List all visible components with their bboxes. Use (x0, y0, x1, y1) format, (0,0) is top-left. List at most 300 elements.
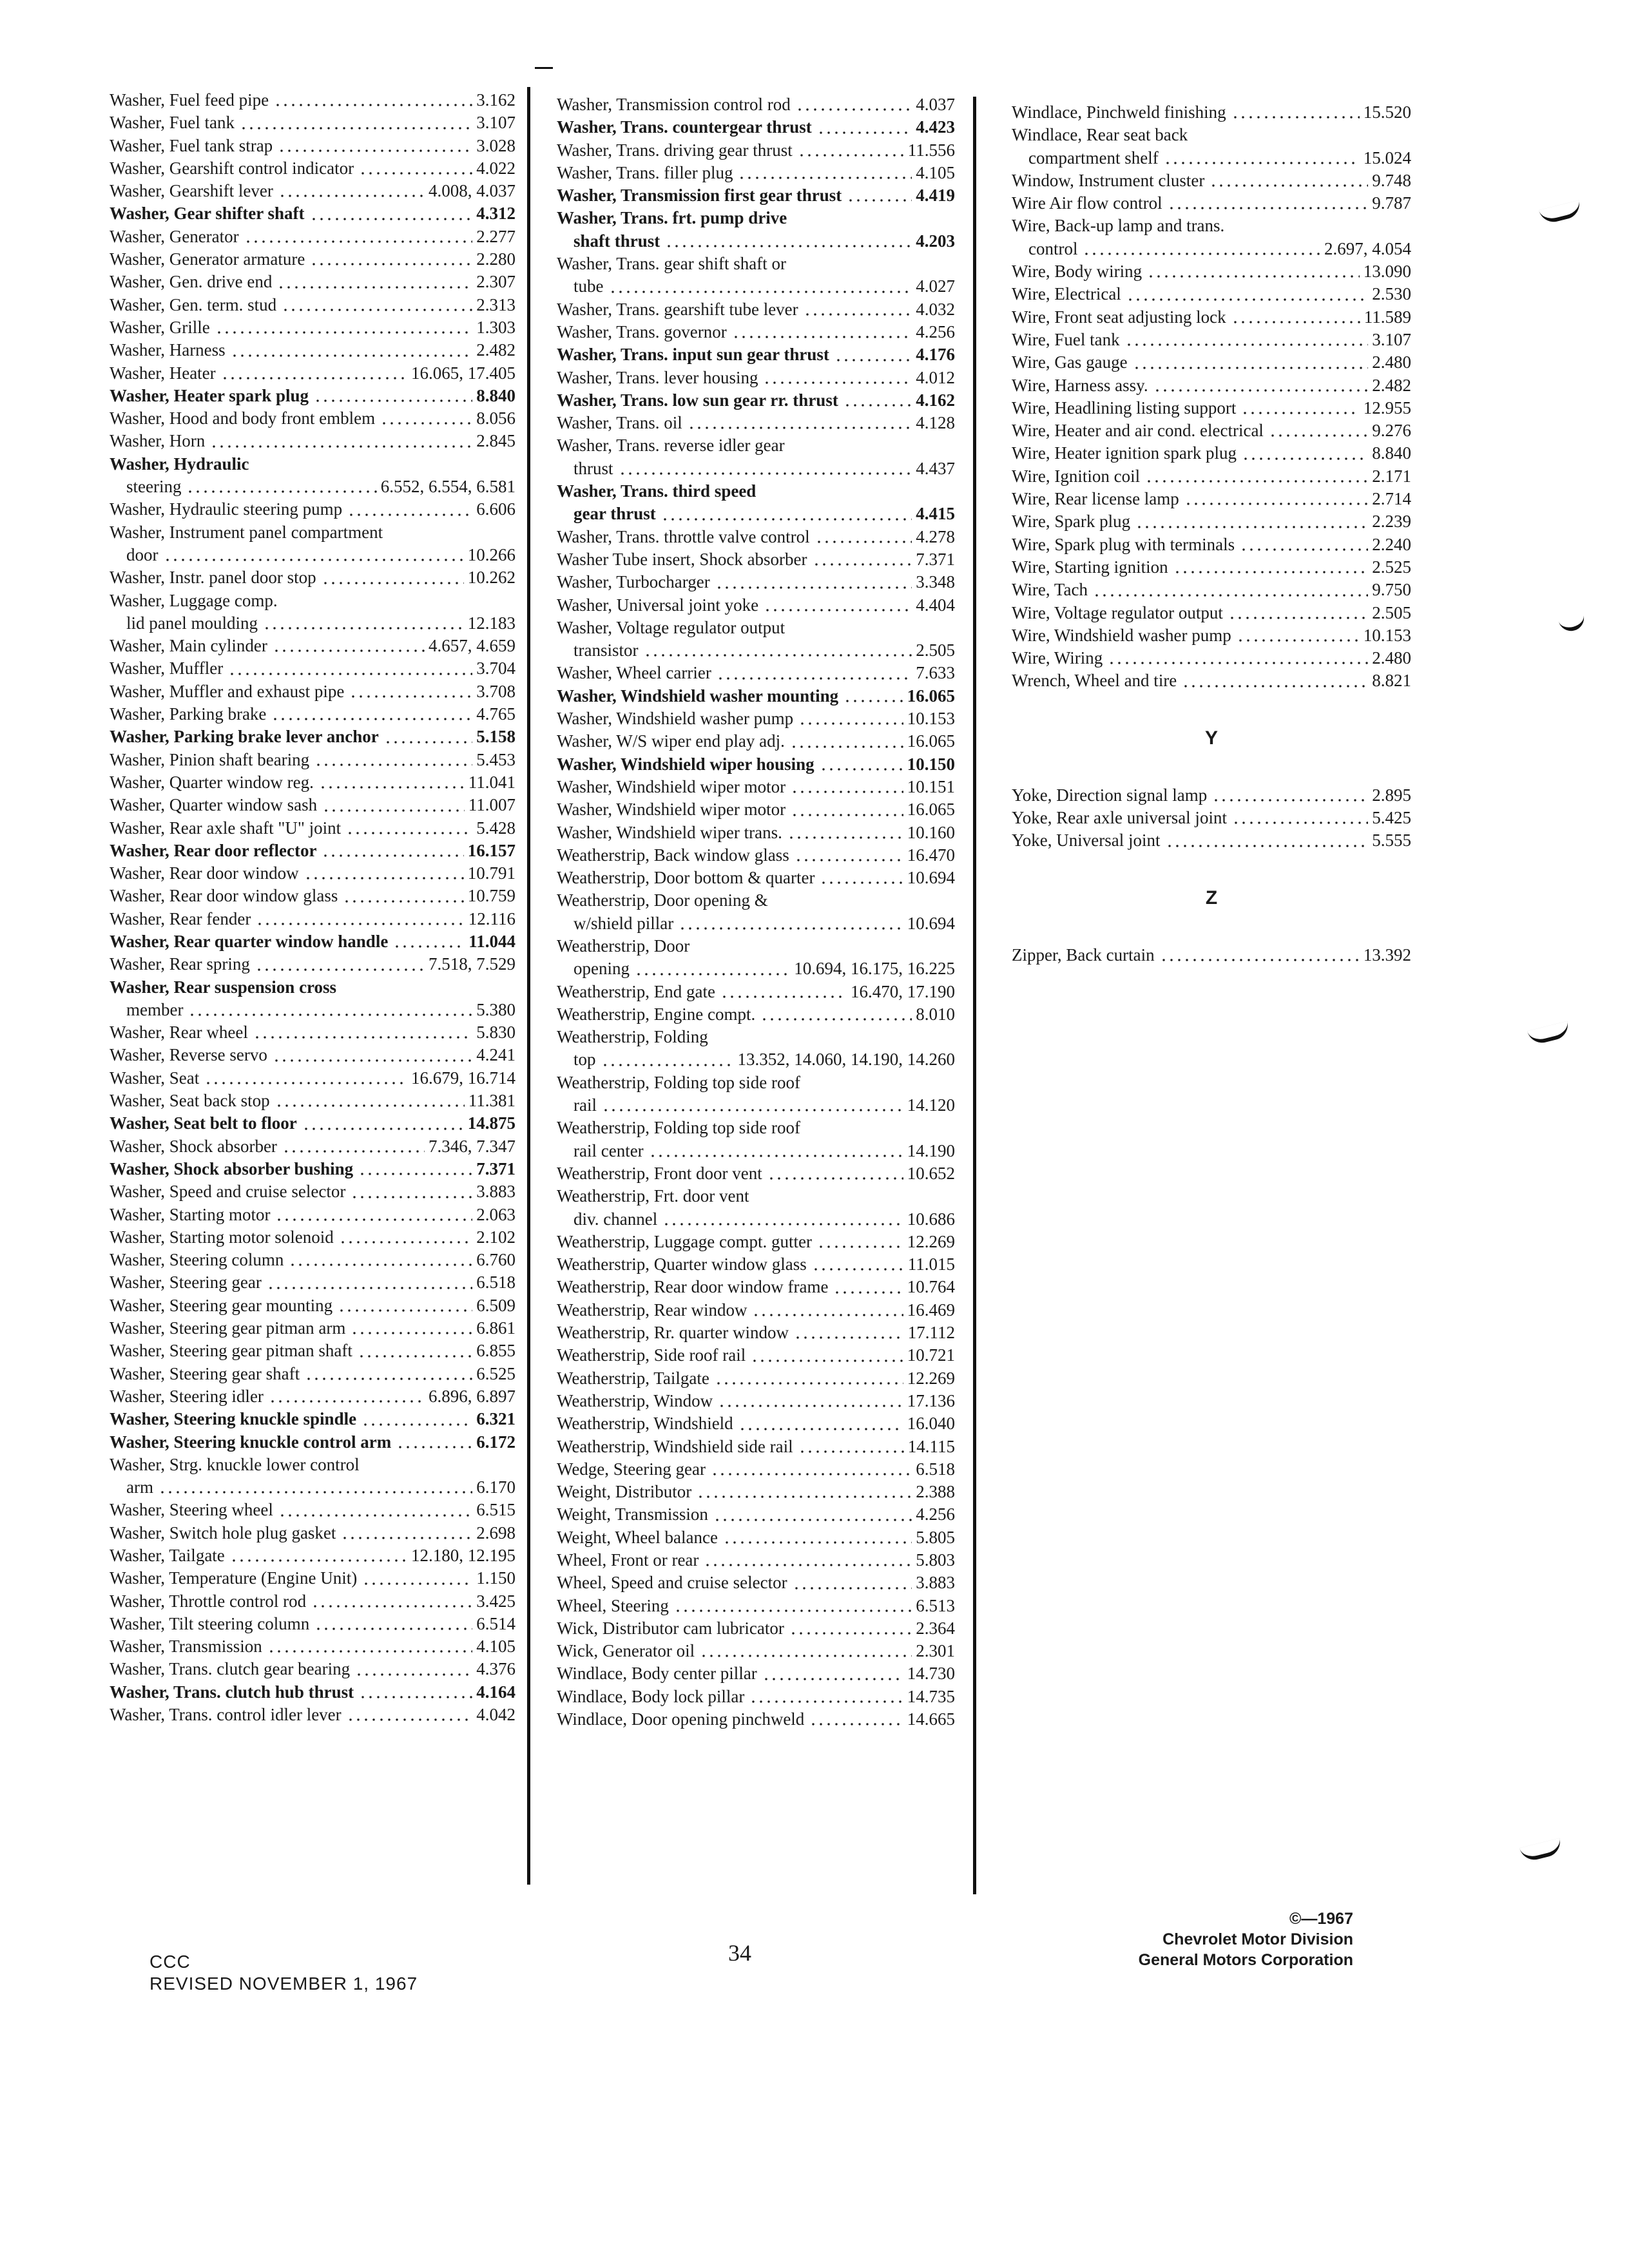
dot-leader (271, 717, 472, 721)
entry-page-reference: 7.633 (916, 663, 955, 683)
dot-leader (322, 809, 465, 812)
index-entry (110, 680, 516, 703)
entry-page-reference: 2.063 (476, 1204, 516, 1224)
entry-label: Washer, Transmission (110, 1637, 262, 1657)
index-entry (557, 1412, 955, 1435)
dot-leader (619, 472, 912, 476)
index-entry (557, 367, 955, 389)
entry-label: Washer, Fuel feed pipe (110, 90, 269, 110)
dot-leader (274, 103, 472, 107)
entry-label: Wire, Electrical (1012, 284, 1121, 304)
entry-label: Weight, Wheel balance (557, 1527, 718, 1547)
entry-page-reference: 8.056 (476, 408, 516, 428)
entry-label: rail (574, 1095, 597, 1115)
entry-label: door (126, 544, 159, 564)
index-entry (110, 1658, 516, 1680)
entry-page-reference: 4.419 (916, 186, 955, 206)
index-entry (110, 1067, 516, 1090)
entry-page-reference: 6.552, 6.554, 6.581 (380, 477, 516, 497)
dot-leader (1145, 479, 1368, 483)
entry-label: Wheel, Front or rear (557, 1550, 699, 1570)
entry-label: Washer, Rear suspension cross (110, 977, 337, 997)
entry-label: Washer, Tailgate (110, 1546, 225, 1565)
index-entry (110, 89, 516, 111)
entry-label: Washer, Steering gear shaft (110, 1363, 300, 1383)
index-entry (1012, 124, 1411, 146)
entry-label: Washer, Switch hole plug gasket (110, 1523, 336, 1542)
dot-leader (791, 813, 903, 817)
dot-leader (762, 1677, 903, 1681)
entry-label: arm (126, 1477, 153, 1497)
entry-page-reference: 4.256 (916, 1504, 955, 1524)
dot-leader (351, 1195, 472, 1199)
dot-leader (339, 1240, 473, 1244)
index-entry (557, 1026, 955, 1048)
entry-label: Washer, Turbocharger (557, 572, 710, 592)
entry-label: Washer, Generator (110, 226, 239, 246)
entry-page-reference: 14.875 (467, 1113, 516, 1133)
index-entry (110, 407, 516, 430)
dot-leader (186, 490, 376, 494)
entry-label: Washer, Hydraulic steering pump (110, 499, 343, 519)
entry-page-reference: 11.044 (468, 931, 516, 951)
entry-label: Weatherstrip, Door (557, 936, 690, 956)
index-entry (110, 1590, 516, 1613)
entry-page-reference: 3.028 (476, 135, 516, 155)
index-entry (557, 1549, 955, 1571)
index-entry (557, 889, 955, 912)
index-entry (557, 412, 955, 434)
entry-label: steering (126, 477, 182, 497)
entry-label: Washer, Quarter window sash (110, 795, 318, 815)
index-entry (1012, 397, 1411, 419)
entry-page-reference: 6.513 (916, 1595, 955, 1615)
entry-label: Washer, Instr. panel door stop (110, 568, 316, 588)
dot-leader (791, 790, 903, 794)
entry-page-reference: 13.392 (1363, 945, 1411, 965)
entry-page-reference: 4.012 (916, 367, 955, 387)
dot-leader (751, 1359, 903, 1363)
entry-page-reference: 11.015 (907, 1254, 955, 1274)
dot-leader (649, 1154, 903, 1158)
index-entry (110, 1317, 516, 1340)
dot-leader (393, 945, 465, 948)
entry-label: Washer Tube insert, Shock absorber (557, 549, 807, 569)
entry-page-reference: 8.840 (1372, 443, 1411, 463)
entry-page-reference: 2.240 (1372, 534, 1411, 554)
entry-page-reference: 12.183 (467, 613, 516, 633)
entry-page-reference: 11.556 (907, 140, 955, 160)
entry-label: Wire, Headlining listing support (1012, 398, 1237, 418)
entry-label: transistor (574, 640, 639, 660)
entry-label: Washer, Trans. frt. pump drive (557, 208, 787, 228)
index-entry (557, 207, 955, 229)
dot-leader (302, 1127, 464, 1131)
entry-page-reference: 14.120 (907, 1095, 955, 1115)
dot-leader (278, 194, 425, 198)
dot-leader (789, 1631, 912, 1635)
index-entry (110, 111, 516, 134)
entry-label: Washer, Rear door window glass (110, 886, 338, 906)
entry-label: Washer, Trans. countergear thrust (557, 117, 812, 137)
index-entry (557, 1367, 955, 1390)
index-entry (110, 316, 516, 339)
section-letter-heading: Z (1205, 887, 1218, 908)
index-entry (110, 453, 516, 476)
entry-page-reference: 16.470, 17.190 (851, 981, 955, 1001)
index-entry (110, 1044, 516, 1066)
entry-label: Washer, Trans. oil (557, 413, 682, 433)
index-entry (1012, 784, 1411, 807)
entry-page-reference: 6.514 (476, 1613, 516, 1633)
dot-leader (278, 1514, 472, 1517)
index-entry (110, 976, 516, 999)
entry-label: Washer, W/S wiper end play adj. (557, 731, 785, 751)
entry-label: compartment shelf (1028, 148, 1159, 168)
footer-code: CCC (149, 1952, 191, 1972)
entry-label: control (1028, 238, 1078, 258)
dot-leader (790, 745, 903, 749)
index-entry (1012, 442, 1411, 465)
index-entry (557, 822, 955, 844)
index-entry (557, 162, 955, 184)
entry-label: Washer, Rear spring (110, 954, 250, 974)
dot-leader (314, 399, 472, 403)
index-entry (557, 639, 955, 662)
dot-leader (263, 626, 464, 630)
entry-label: Washer, Transmission first gear thrust (557, 186, 842, 206)
entry-label: Washer, Windshield wiper trans. (557, 822, 782, 842)
entry-page-reference: 6.515 (476, 1500, 516, 1520)
dot-leader (255, 968, 425, 972)
dot-leader (338, 1309, 472, 1312)
dot-leader (717, 677, 912, 680)
dot-leader (355, 1673, 472, 1677)
entry-page-reference: 4.278 (916, 526, 955, 546)
index-entry (557, 685, 955, 707)
entry-label: Windlace, Door opening pinchweld (557, 1709, 805, 1729)
dot-leader (1184, 502, 1368, 506)
entry-page-reference: 11.381 (468, 1091, 516, 1111)
dot-leader (230, 1559, 407, 1562)
entry-label: Washer, Pinion shaft bearing (110, 749, 310, 769)
index-entry (110, 590, 516, 612)
dot-leader (277, 285, 472, 289)
dot-leader (310, 217, 473, 221)
index-entry (557, 1231, 955, 1253)
entry-page-reference: 10.652 (907, 1163, 955, 1183)
entry-label: Washer, Trans. clutch gear bearing (110, 1659, 351, 1679)
entry-page-reference: 2.505 (1372, 602, 1411, 622)
index-entry (110, 1226, 516, 1249)
entry-label: Washer, Grille (110, 317, 210, 337)
dot-leader (231, 354, 473, 358)
entry-label: Windlace, Body center pillar (557, 1664, 757, 1684)
index-entry (557, 343, 955, 366)
dot-leader (380, 421, 472, 425)
entry-page-reference: 2.530 (1372, 284, 1411, 304)
dot-leader (752, 1313, 903, 1317)
dot-leader (314, 763, 472, 767)
index-entry (557, 912, 955, 935)
dot-leader (843, 699, 903, 703)
entry-page-reference: 6.172 (476, 1432, 516, 1452)
dot-leader (809, 1722, 903, 1726)
entry-page-reference: 6.518 (916, 1459, 955, 1479)
index-entry (110, 953, 516, 975)
entry-label: Window, Instrument cluster (1012, 170, 1205, 190)
dot-leader (767, 1177, 903, 1180)
entry-label: Washer, Steering gear (110, 1273, 262, 1293)
entry-label: Washer, Seat belt to floor (110, 1113, 297, 1133)
entry-page-reference: 2.171 (1372, 466, 1411, 486)
entry-label: Washer, Muffler (110, 658, 224, 678)
index-entry (1012, 647, 1411, 669)
dot-leader (843, 403, 912, 407)
entry-label: Wheel, Speed and cruise selector (557, 1573, 787, 1593)
dot-leader (1232, 821, 1368, 825)
dot-leader (700, 1654, 912, 1658)
dot-leader (384, 740, 473, 744)
entry-label: Washer, Trans. third speed (557, 481, 757, 501)
dot-leader (273, 649, 425, 653)
entry-label: Weatherstrip, Engine compt. (557, 1004, 756, 1024)
index-entry (557, 1458, 955, 1481)
dot-leader (314, 1627, 472, 1631)
entry-page-reference: 4.241 (476, 1045, 516, 1065)
index-entry (557, 1185, 955, 1207)
dot-leader (704, 1563, 912, 1567)
entry-page-reference: 12.269 (907, 1368, 955, 1388)
entry-page-reference: 3.162 (476, 90, 516, 110)
entry-label: Washer, Reverse servo (110, 1045, 267, 1065)
dot-leader (1147, 274, 1360, 278)
index-entry (1012, 488, 1411, 510)
entry-label: Washer, Steering wheel (110, 1500, 273, 1520)
entry-label: Washer, Fuel tank strap (110, 135, 273, 155)
dot-leader (798, 722, 903, 726)
entry-page-reference: 2.364 (916, 1618, 955, 1638)
entry-label: Wire, Ignition coil (1012, 466, 1141, 486)
entry-label: Weight, Transmission (557, 1504, 708, 1524)
index-entry (557, 1481, 955, 1503)
entry-label: Washer, Harness (110, 340, 226, 360)
entry-label: Weatherstrip, Side roof rail (557, 1345, 746, 1365)
dot-leader (796, 108, 912, 111)
entry-page-reference: 16.065 (907, 686, 955, 706)
dot-leader (1125, 343, 1369, 347)
entry-page-reference: 10.153 (907, 709, 955, 729)
index-entry (110, 180, 516, 202)
entry-label: Weatherstrip, Folding top side roof (557, 1072, 801, 1092)
dot-leader (204, 1081, 407, 1085)
dot-leader (188, 1013, 472, 1017)
entry-page-reference: 7.371 (916, 549, 955, 569)
dot-leader (282, 1149, 425, 1153)
index-entry (110, 498, 516, 521)
index-entry (557, 1072, 955, 1094)
entry-page-reference: 12.116 (468, 908, 516, 928)
dot-leader (635, 972, 790, 976)
entry-page-reference: 4.105 (476, 1637, 516, 1657)
entry-label: Weight, Distributor (557, 1482, 692, 1502)
dot-leader (601, 1063, 734, 1067)
dot-leader (644, 653, 912, 657)
entry-label: Washer, Main cylinder (110, 636, 267, 656)
column-divider-2 (973, 97, 976, 1894)
index-entry (1012, 238, 1411, 260)
dot-leader (359, 171, 472, 175)
entry-page-reference: 2.307 (476, 272, 516, 292)
index-entry (110, 1544, 516, 1567)
dot-leader (1133, 366, 1369, 370)
entry-label: Wheel, Steering (557, 1595, 669, 1615)
dot-leader (1242, 457, 1368, 461)
dot-leader (359, 1695, 472, 1699)
entry-label: Washer, Parking brake lever anchor (110, 727, 379, 747)
entry-label: lid panel moulding (126, 613, 258, 633)
dot-leader (798, 1450, 904, 1454)
entry-label: Washer, Trans. filler plug (557, 162, 733, 182)
entry-page-reference: 6.321 (476, 1409, 516, 1429)
entry-page-reference: 6.896, 6.897 (429, 1386, 516, 1406)
entry-label: Washer, Gen. term. stud (110, 294, 277, 314)
index-entry (1012, 669, 1411, 692)
entry-page-reference: 16.065 (907, 731, 955, 751)
index-entry (557, 1708, 955, 1731)
index-entry (110, 1363, 516, 1385)
index-entry (110, 248, 516, 271)
entry-page-reference: 4.008, 4.037 (429, 181, 516, 201)
entry-label: Wire, Wiring (1012, 648, 1103, 668)
index-entry (557, 957, 955, 980)
index-entry (110, 1340, 516, 1362)
entry-page-reference: 10.150 (907, 754, 955, 774)
entry-label: Washer, Trans. throttle valve control (557, 526, 810, 546)
index-entry (110, 1681, 516, 1704)
entry-page-reference: 4.312 (476, 204, 516, 224)
dot-leader (343, 899, 463, 903)
entry-label: Washer, Luggage comp. (110, 590, 278, 610)
index-entry (557, 1299, 955, 1321)
index-entry (557, 776, 955, 798)
index-entry (557, 730, 955, 753)
margin-mark (1527, 1021, 1571, 1046)
entry-page-reference: 4.657, 4.659 (429, 636, 516, 656)
index-entry (557, 707, 955, 730)
entry-page-reference: 12.180, 12.195 (411, 1546, 516, 1565)
index-entry (1012, 602, 1411, 624)
entry-page-reference: 6.855 (476, 1341, 516, 1361)
entry-label: w/shield pillar (574, 913, 674, 933)
entry-label: Washer, Shock absorber (110, 1136, 277, 1156)
dot-leader (711, 1472, 912, 1476)
index-entry (1012, 147, 1411, 169)
dot-leader (322, 581, 464, 585)
index-entry (557, 662, 955, 684)
entry-label: Washer, Gearshift control indicator (110, 158, 354, 178)
entry-page-reference: 10.266 (467, 544, 516, 564)
entry-label: Washer, Throttle control rod (110, 1591, 307, 1611)
index-entry (557, 1276, 955, 1298)
dot-leader (362, 1582, 472, 1586)
entry-label: Wrench, Wheel and tire (1012, 671, 1177, 691)
entry-label: Weatherstrip, Door opening & (557, 890, 768, 910)
entry-label: Washer, Rear axle shaft "U" joint (110, 818, 342, 838)
entry-page-reference: 5.158 (476, 727, 516, 747)
entry-page-reference: 3.704 (476, 658, 516, 678)
entry-label: Washer, Instrument panel compartment (110, 522, 383, 542)
index-entry (557, 526, 955, 548)
index-entry (110, 1704, 516, 1726)
entry-page-reference: 4.105 (916, 162, 955, 182)
entry-page-reference: 4.128 (916, 413, 955, 433)
index-entry (110, 885, 516, 907)
dot-leader (319, 785, 465, 789)
entry-page-reference: 4.022 (476, 158, 516, 178)
entry-label: Wire, Body wiring (1012, 262, 1142, 282)
dot-leader (817, 131, 912, 135)
entry-page-reference: 2.280 (476, 249, 516, 269)
entry-label: Washer, Hood and body front emblem (110, 408, 376, 428)
index-entry (557, 1617, 955, 1640)
entry-page-reference: 16.065, 17.405 (411, 363, 516, 383)
index-entry (557, 275, 955, 298)
column-divider-1 (527, 87, 530, 1885)
entry-label: Wire, Windshield washer pump (1012, 625, 1231, 645)
entry-page-reference: 13.090 (1363, 262, 1411, 282)
index-entry (110, 726, 516, 748)
index-entry (110, 135, 516, 157)
entry-page-reference: 1.150 (476, 1568, 516, 1588)
dot-leader (812, 1267, 904, 1271)
entry-label: Zipper, Back curtain (1012, 945, 1155, 965)
index-entry (557, 617, 955, 639)
dot-leader (697, 1495, 912, 1499)
entry-label: Washer, Seat (110, 1068, 200, 1088)
dot-leader (221, 376, 407, 380)
entry-page-reference: 6.518 (476, 1273, 516, 1293)
entry-page-reference: 17.136 (907, 1390, 955, 1410)
dot-leader (1241, 411, 1359, 415)
index-entry (1012, 283, 1411, 305)
index-entry (1012, 419, 1411, 442)
entry-page-reference: 2.480 (1372, 352, 1411, 372)
entry-label: Washer, Steering knuckle spindle (110, 1409, 357, 1429)
entry-label: rail center (574, 1140, 644, 1160)
entry-page-reference: 5.805 (916, 1527, 955, 1547)
dot-leader (1108, 661, 1368, 665)
index-entry (110, 544, 516, 566)
index-entry (557, 1571, 955, 1594)
dot-leader (763, 381, 912, 385)
dot-leader (228, 672, 472, 676)
index-entry (110, 362, 516, 385)
entry-page-reference: 2.698 (476, 1523, 516, 1542)
index-entry (110, 1112, 516, 1135)
entry-page-reference: 4.203 (916, 231, 955, 251)
dot-leader (715, 1381, 903, 1385)
entry-label: Washer, Shock absorber bushing (110, 1158, 354, 1178)
index-entry (1012, 260, 1411, 283)
index-entry (1012, 579, 1411, 601)
entry-label: Washer, Temperature (Engine Unit) (110, 1568, 358, 1588)
entry-label: Weatherstrip, Frt. door vent (557, 1186, 749, 1206)
index-entry (557, 1003, 955, 1026)
entry-label: Wire, Heater ignition spark plug (1012, 443, 1237, 463)
dot-leader (679, 927, 903, 930)
dot-leader (1153, 389, 1369, 392)
